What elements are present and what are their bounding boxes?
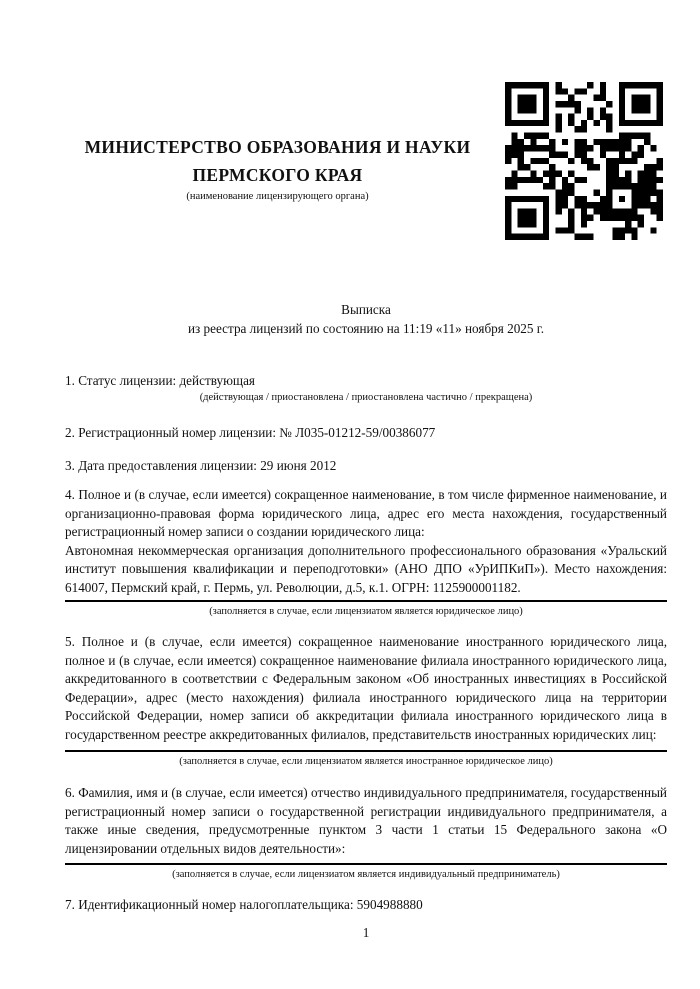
foreign-entity-caption: (заполняется в случае, если лицензиатом является иностранное юридическое лицо): [179, 756, 553, 767]
ministry-caption: (наименование лицензирующего органа): [186, 191, 369, 202]
individual-entrepreneur-label: 6. Фамилия, имя и (в случае, если имеется) отчество индивидуального предпринимателя, государственный регистрационный номер записи о государственной регистрации индивидуального предпринимателя, а также иные сведения, предусмотренные пунктом 3 части 1 статьи 15 Федерального закона «О лицензировании отдельных видов деятельности»:: [65, 785, 667, 856]
registration-number-text: 2. Регистрационный номер лицензии: № Л035-01212-59/00386077: [65, 425, 436, 440]
fill-line-individual-entrepreneur: [65, 863, 667, 865]
document-subtitle: из реестра лицензий по состоянию на 11:19 «11» ноября 2025 г.: [187, 321, 545, 336]
legal-entity-label: 4. Полное и (в случае, если имеется) сокращенное наименование, в том числе фирменное наименование, и организационно-правовая форма юридического лица, адрес его места нахождения, государственный регистрационный номер записи о создании юридического лица:: [65, 487, 667, 539]
document-title-block: [65, 300, 667, 338]
qr-code-icon: [505, 82, 663, 240]
field-license-grant-date: [65, 456, 667, 475]
header: [65, 133, 490, 204]
legal-entity-value: Автономная некоммерческая организация дополнительного профессионального образования «Уральский институт повышения квалификации и переподготовки» (АНО ДПО «УрИПКиП»). Место нахождения: 614007, Пермский край, г. Пермь, ул. Революции, д.5, к.1. ОГРН: 1125900001182.: [65, 542, 667, 595]
page-number: 1: [362, 925, 370, 940]
field-legal-entity-name: [65, 486, 667, 618]
fill-line-foreign-entity: [65, 750, 667, 752]
taxpayer-number-text: 7. Идентификационный номер налогоплательщика: 5904988880: [65, 897, 423, 912]
document-title: Выписка: [341, 302, 391, 317]
individual-entrepreneur-caption: (заполняется в случае, если лицензиатом является индивидуальный предприниматель): [172, 869, 560, 880]
license-grant-date-text: 3. Дата предоставления лицензии: 29 июня 2012: [65, 458, 337, 473]
field-foreign-entity-name: [65, 633, 667, 768]
ministry-name-line1: МИНИСТЕРСТВО ОБРАЗОВАНИЯ И НАУКИ: [84, 137, 471, 157]
field-individual-entrepreneur: [65, 784, 667, 881]
licensing-authority-name: [65, 133, 490, 189]
license-status-caption: (действующая / приостановлена / приостановлена частично / прекращена): [199, 392, 533, 403]
foreign-entity-label: 5. Полное и (в случае, если имеется) сокращенное наименование иностранного юридического лица, полное и (в случае, если имеется) сокращенное наименование филиала иностранного юридического лица, аккредитованного в соответствии с Федеральным законом «Об иностранных инвестициях в Российской Федерации», адрес (место нахождения) филиала иностранного юридического лица на территории Российской Федерации, номер записи об аккредитации филиала иностранного юридического лица в государственном реестре аккредитованных филиалов, представительств иностранных юридических лиц:: [65, 634, 667, 742]
field-license-status: [65, 371, 667, 404]
license-status-text: 1. Статус лицензии: действующая: [65, 373, 256, 388]
ministry-name-line2: ПЕРМСКОГО КРАЯ: [192, 165, 363, 185]
legal-entity-caption: (заполняется в случае, если лицензиатом является юридическое лицо): [209, 606, 523, 617]
field-registration-number: [65, 423, 667, 442]
field-taxpayer-number: [65, 895, 667, 914]
fill-line-legal-entity: [65, 600, 667, 602]
document-body: [65, 300, 667, 942]
